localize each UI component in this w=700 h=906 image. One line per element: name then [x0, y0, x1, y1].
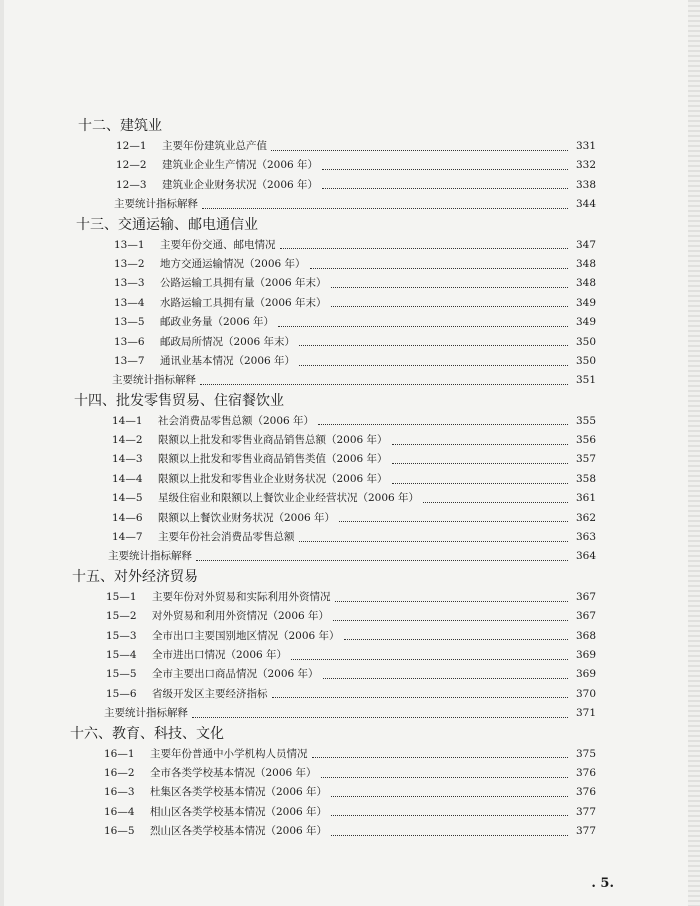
- section-heading: 十四、批发零售贸易、住宿餐饮业: [74, 392, 284, 409]
- entry-title: 杜集区各类学校基本情况（2006 年）: [150, 786, 328, 799]
- toc-entry[interactable]: [112, 412, 596, 431]
- entry-title: 公路运输工具拥有量（2006 年末）: [160, 277, 327, 290]
- leader-dots: [200, 383, 568, 385]
- entry-number: 16—3: [104, 786, 135, 799]
- toc-entry[interactable]: [114, 294, 596, 313]
- entry-title: 相山区各类学校基本情况（2006 年）: [150, 805, 328, 818]
- entry-title: 地方交通运输情况（2006 年）: [160, 257, 306, 270]
- entry-page: 350: [575, 354, 596, 367]
- entry-title: 主要年份对外贸易和实际利用外资情况: [152, 590, 331, 603]
- entry-page: 350: [575, 335, 596, 348]
- leader-dots: [280, 247, 569, 249]
- entry-title: 邮政局所情况（2006 年末）: [160, 335, 296, 348]
- entry-page: 338: [575, 178, 596, 191]
- leader-dots: [299, 344, 568, 346]
- entry-title: 限额以上批发和零售业商品销售总额（2006 年）: [158, 434, 388, 447]
- toc-entry[interactable]: [114, 313, 596, 332]
- toc-notes-entry[interactable]: [114, 195, 596, 214]
- entry-title: 社会消费品零售总额（2006 年）: [158, 414, 315, 427]
- entry-number: 13—2: [114, 257, 145, 270]
- entry-title: 全市主要出口商品情况（2006 年）: [152, 668, 319, 681]
- entry-number: 14—2: [112, 434, 143, 447]
- leader-dots: [291, 658, 568, 660]
- toc-entry[interactable]: [104, 783, 596, 802]
- entry-title: 全市各类学校基本情况（2006 年）: [150, 766, 317, 779]
- entry-page: 377: [575, 805, 596, 818]
- entry-page: 363: [575, 531, 596, 544]
- entry-title: 邮政业务量（2006 年）: [160, 316, 275, 329]
- entry-page: 348: [575, 277, 596, 290]
- entry-title: 限额以上批发和零售业商品销售类值（2006 年）: [158, 453, 388, 466]
- entry-title: 建筑业企业财务状况（2006 年）: [162, 178, 319, 191]
- toc-entry[interactable]: [116, 156, 596, 175]
- entry-title: 限额以上餐饮业财务状况（2006 年）: [158, 511, 336, 524]
- toc-entry[interactable]: [114, 274, 596, 293]
- toc-entry[interactable]: [114, 255, 596, 274]
- leader-dots: [299, 364, 568, 366]
- entry-number: 12—3: [116, 178, 147, 191]
- entry-title: 星级住宿业和限额以上餐饮业企业经营状况（2006 年）: [158, 492, 420, 505]
- entry-number: 14—6: [112, 511, 143, 524]
- toc-entry[interactable]: [112, 528, 596, 547]
- toc-entry[interactable]: [104, 745, 596, 764]
- entry-number: 14—7: [112, 531, 143, 544]
- leader-dots: [392, 482, 568, 484]
- leader-dots: [271, 149, 568, 151]
- entry-page: 367: [575, 610, 596, 623]
- entry-title: 对外贸易和利用外资情况（2006 年）: [152, 610, 330, 623]
- section-heading: 十二、建筑业: [78, 118, 162, 134]
- leader-dots: [333, 619, 568, 621]
- toc-entry[interactable]: [104, 764, 596, 783]
- leader-dots: [331, 286, 568, 288]
- entry-number: 16—1: [104, 747, 135, 760]
- toc-entry[interactable]: [114, 333, 596, 352]
- entry-number: 13—5: [114, 316, 145, 329]
- leader-dots: [423, 501, 568, 503]
- entry-number: 15—6: [106, 687, 137, 700]
- entry-number: 14—4: [112, 472, 143, 485]
- leader-dots: [299, 540, 569, 542]
- leader-dots: [278, 325, 568, 327]
- leader-dots: [331, 795, 568, 797]
- toc-entry[interactable]: [106, 646, 596, 665]
- section-12: [0, 116, 700, 215]
- leader-dots: [339, 520, 568, 522]
- toc-entry[interactable]: [106, 627, 596, 646]
- entry-number: 13—6: [114, 335, 145, 348]
- entry-page: 348: [575, 257, 596, 270]
- entry-title: 主要年份建筑业总产值: [162, 140, 267, 152]
- toc-notes-entry[interactable]: [104, 704, 596, 723]
- leader-dots: [331, 814, 568, 816]
- entry-number: 13—1: [114, 238, 145, 251]
- section-14: [0, 391, 700, 567]
- entry-title: 全市出口主要国别地区情况（2006 年）: [152, 629, 340, 642]
- entry-number: 13—7: [114, 354, 145, 367]
- entry-page: 368: [575, 629, 596, 642]
- toc-entry[interactable]: [112, 470, 596, 489]
- toc-entry[interactable]: [116, 137, 596, 156]
- section-heading: 十六、教育、科技、文化: [70, 725, 224, 742]
- entry-number: 14—3: [112, 453, 143, 466]
- entry-title: 主要年份社会消费品零售总额: [158, 531, 295, 544]
- notes-title: 主要统计指标解释: [112, 374, 196, 387]
- entry-number: 15—2: [106, 610, 137, 623]
- entry-page: 377: [575, 825, 596, 838]
- entry-page: 349: [575, 296, 596, 309]
- entry-page: 355: [575, 414, 596, 427]
- leader-dots: [318, 423, 568, 425]
- entry-page: 358: [575, 472, 596, 485]
- entry-number: 13—4: [114, 296, 145, 309]
- toc-notes-entry[interactable]: [112, 371, 596, 390]
- entry-number: 12—2: [116, 159, 147, 172]
- entry-number: 16—5: [104, 825, 135, 838]
- toc-notes-entry[interactable]: [108, 547, 596, 566]
- notes-page: 371: [575, 707, 596, 720]
- leader-dots: [331, 834, 568, 836]
- entry-page: 349: [575, 316, 596, 329]
- toc-entry[interactable]: [114, 352, 596, 371]
- entry-page: 370: [575, 687, 596, 700]
- entry-number: 16—2: [104, 766, 135, 779]
- leader-dots: [196, 559, 568, 561]
- entry-page: 361: [575, 492, 596, 505]
- entry-number: 13—3: [114, 277, 145, 290]
- entry-page: 347: [575, 238, 596, 251]
- section-heading: 十五、对外经济贸易: [72, 568, 198, 585]
- toc-entry[interactable]: [106, 685, 596, 704]
- entry-page: 369: [575, 648, 596, 661]
- entry-number: 16—4: [104, 805, 135, 818]
- leader-dots: [312, 756, 569, 758]
- leader-dots: [321, 776, 568, 778]
- page-number: . 5.: [591, 876, 614, 891]
- notes-title: 主要统计指标解释: [114, 198, 198, 211]
- entry-number: 15—3: [106, 629, 137, 642]
- entry-title: 省级开发区主要经济指标: [152, 687, 268, 700]
- section-15: [0, 567, 700, 724]
- notes-page: 364: [575, 550, 596, 563]
- entry-title: 全市进出口情况（2006 年）: [152, 648, 288, 661]
- toc-entry[interactable]: [114, 236, 596, 255]
- entry-page: 362: [575, 511, 596, 524]
- entry-page: 376: [575, 766, 596, 779]
- entry-number: 15—4: [106, 648, 137, 661]
- entry-title: 烈山区各类学校基本情况（2006 年）: [150, 825, 328, 838]
- leader-dots: [392, 443, 568, 445]
- leader-dots: [323, 677, 568, 679]
- toc-entry[interactable]: [112, 489, 596, 508]
- entry-number: 15—1: [106, 590, 137, 603]
- entry-title: 水路运输工具拥有量（2006 年末）: [160, 296, 327, 309]
- leader-dots: [331, 305, 568, 307]
- leader-dots: [344, 638, 568, 640]
- toc-entry[interactable]: [106, 588, 596, 607]
- entry-page: 357: [575, 453, 596, 466]
- entry-page: 332: [575, 159, 596, 172]
- toc-entry[interactable]: [104, 803, 596, 822]
- entry-page: 367: [575, 590, 596, 603]
- entry-page: 356: [575, 434, 596, 447]
- entry-page: 375: [575, 747, 596, 760]
- section-13: [0, 215, 700, 391]
- toc-entry[interactable]: [106, 665, 596, 684]
- section-16: [0, 724, 700, 842]
- entry-title: 主要年份交通、邮电情况: [160, 238, 276, 251]
- entry-title: 限额以上批发和零售业企业财务状况（2006 年）: [158, 472, 388, 485]
- leader-dots: [335, 600, 569, 602]
- leader-dots: [310, 267, 568, 269]
- toc-entry[interactable]: [104, 822, 596, 841]
- leader-dots: [322, 187, 568, 189]
- toc-entry[interactable]: [112, 509, 596, 528]
- notes-title: 主要统计指标解释: [108, 550, 192, 563]
- entry-number: 15—5: [106, 668, 137, 681]
- entry-page: 331: [575, 140, 596, 152]
- entry-number: 14—5: [112, 492, 143, 505]
- leader-dots: [322, 168, 568, 170]
- entry-number: 12—1: [116, 140, 147, 152]
- notes-page: 344: [575, 198, 596, 211]
- toc-entry[interactable]: [116, 176, 596, 195]
- notes-title: 主要统计指标解释: [104, 707, 188, 720]
- toc-entry[interactable]: [112, 431, 596, 450]
- entry-title: 建筑业企业生产情况（2006 年）: [162, 159, 319, 172]
- toc-entry[interactable]: [112, 450, 596, 469]
- leader-dots: [392, 462, 568, 464]
- entry-title: 主要年份普通中小学机构人员情况: [150, 747, 308, 760]
- entry-number: 14—1: [112, 414, 143, 427]
- table-of-contents: [0, 116, 700, 842]
- entry-page: 376: [575, 786, 596, 799]
- leader-dots: [202, 207, 568, 209]
- leader-dots: [272, 696, 569, 698]
- notes-page: 351: [575, 374, 596, 387]
- section-heading: 十三、交通运输、邮电通信业: [76, 216, 258, 233]
- toc-entry[interactable]: [106, 607, 596, 626]
- entry-page: 369: [575, 668, 596, 681]
- leader-dots: [192, 716, 568, 718]
- entry-title: 通讯业基本情况（2006 年）: [160, 354, 296, 367]
